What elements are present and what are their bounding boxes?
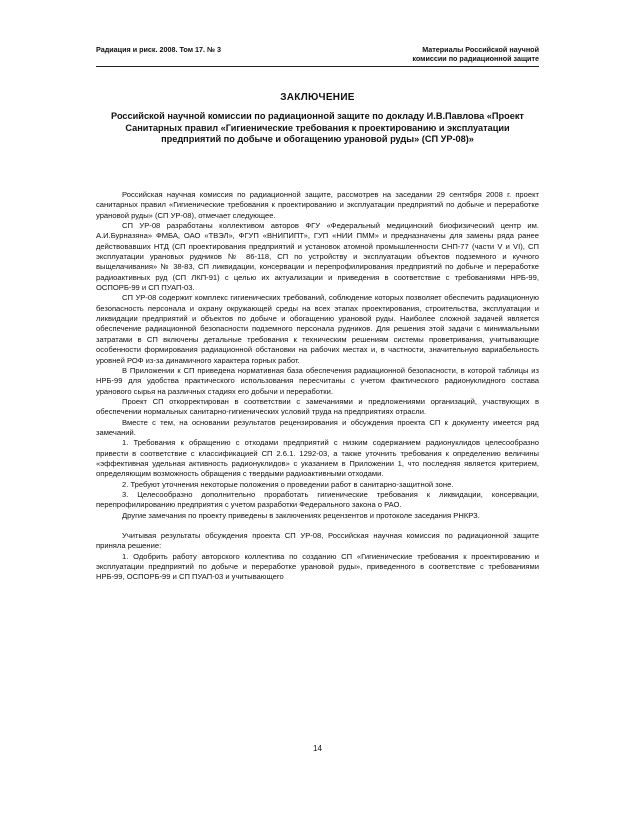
- paragraph: Другие замечания по проекту приведены в заключениях рецензентов и протоколе заседания РНКРЗ.: [122, 510, 480, 520]
- section-title-line-2: комиссии по радиационной защите: [412, 54, 539, 63]
- page-number: 14: [313, 744, 322, 753]
- paragraph: 2. Требуют уточнения некоторые положения о проведении работ в санитарно-защитной зоне.: [122, 479, 454, 489]
- paragraph: СП УР-08 содержит комплекс гигиенических требований, соблюдение которых позволяет обеспечить радиационную безопасность персонала и охрану окружающей среды на всех этапах проектирования, строительства, эксплуатации и ликвидации предприятий и объектов по добыче и обогащению урановой руды. Наиболее сложной задачей является обеспечение радиационной безопасности подземного персонала рудников. Для решения этой задачи с минимальными затратами в СП включены детальные требования к техническим решениям системы проветривания, учитывающие особенности формирования радиационной обстановки на рабочих местах и, в частности, значительную вариабельность уровней РОФ из-за динамичного характера горных работ.: [96, 293, 539, 365]
- section-title: [412, 45, 539, 63]
- paragraph: 1. Требования к обращению с отходами предприятий с низким содержанием радионуклидов целесообразно привести в соответствие с классификацией СП 2.6.1. 1292-03, а также уточнить требования к определению величины «эффективная удельная активность радионуклидов» с указанием в Приложении 1, что последняя является критерием, определяющим возможность обращения с твердыми радиоактивными отходами.: [96, 438, 539, 479]
- paragraph: 3. Целесообразно дополнительно проработать гигиенические требования к ликвидации, консервации, перепрофилированию предприятия с учетом разработки Федерального закона о РАО.: [96, 489, 539, 510]
- section-title-line-1: Материалы Российской научной: [422, 45, 539, 54]
- paragraph: Вместе с тем, на основании результатов рецензирования и обсуждения проекта СП к документу имеется ряд замечаний.: [96, 417, 539, 437]
- paragraph: Проект СП откорректирован в соответствии с замечаниями и предложениями организаций, участвующих в обеспечении нормальных санитарно-гигиенических условий труда на предприятиях отрасли.: [96, 396, 539, 417]
- body-text: [96, 190, 539, 583]
- document-subtitle: Российской научной комиссии по радиационной защите по докладу И.В.Павлова «Проект Санитарных правил «Гигиенические требования к проектированию и эксплуатации предприятий по добыче и обогащению урановой руды» (СП УР-08)»: [111, 111, 524, 145]
- document-title: ЗАКЛЮЧЕНИЕ: [280, 92, 355, 103]
- paragraph: Учитывая результаты обсуждения проекта СП УР-08, Российская научная комиссия по радиационной защите приняла решение:: [96, 531, 539, 551]
- journal-citation: Радиация и риск. 2008. Том 17. № 3: [96, 45, 222, 54]
- paragraph: Российская научная комиссия по радиационной защите, рассмотрев на заседании 29 сентября 2008 г. проект санитарных правил «Гигиенические требования к проектированию и эксплуатации предприятий по добыче и переработке урановой руды» (СП УР-08), отмечает следующее.: [96, 190, 539, 220]
- running-header: [96, 40, 539, 67]
- paragraph: В Приложении к СП приведена нормативная база обеспечения радиационной безопасности, в которой таблицы из НРБ-99 для удобства практического использования пересчитаны с учетом фактического радионуклидного состава уранового сырья на различных стадиях его добычи и переработки.: [96, 365, 539, 396]
- paragraph: 1. Одобрить работу авторского коллектива по созданию СП «Гигиенические требования к проектированию и эксплуатации предприятий по добыче и переработке урановой руды», приведенного в соответствие с требованиями НРБ-99, ОСПОРБ-99 и СП ПУАП-03 и учитывающего: [96, 551, 539, 582]
- paragraph: СП УР-08 разработаны коллективом авторов ФГУ «Федеральный медицинский биофизический центр им. А.И.Бурназяна» ФМБА, ОАО «ТВЭЛ», ФГУП «ВНИПИПТ», ГУП «НИИ ПММ» и предназначены для замены ряда ранее действовавших НТД (СП проектирования предприятий и установок атомной промышленности СНП-77 (части V и VI), СП эксплуатации урановых рудников № 86-118, СП по устройству и эксплуатации объектов подземного и кучного выщелачивания» № 38-83, СП ликвидации, консервации и перепрофилирования предприятий по добыче и переработке радиоактивных руд (СП ЛКП-91) с целью их актуализации и приведения в соответствие с требованиями НРБ-99, ОСПОРБ-99 и СП ПУАП-03.: [96, 221, 539, 293]
